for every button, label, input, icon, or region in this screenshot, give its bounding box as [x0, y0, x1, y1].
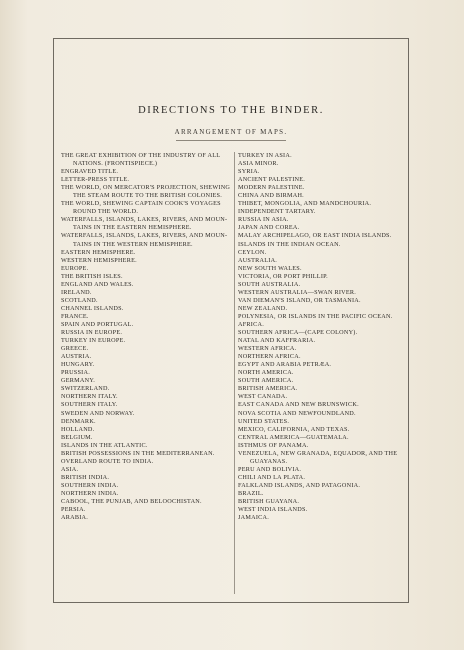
- map-list-item: [61, 426, 235, 434]
- map-list-item-text: RUSSIA IN ASIA.: [238, 216, 289, 224]
- map-list-item: [61, 418, 235, 426]
- map-list-item: [238, 426, 408, 434]
- map-list-item-text: WESTERN AUSTRALIA—SWAN RIVER.: [238, 288, 357, 296]
- map-list-left-column: [61, 152, 235, 522]
- map-list-item: [61, 498, 235, 506]
- map-list-item-text: CHINA AND BIRMAH.: [238, 192, 304, 200]
- map-list-item-text: MALAY ARCHIPELAGO, OR EAST INDIA ISLANDS.: [238, 232, 392, 240]
- map-list-item: [61, 458, 235, 466]
- map-list-item: [238, 385, 408, 393]
- map-list-item-text: ARABIA.: [61, 514, 89, 522]
- map-list-item-text: ISLANDS IN THE ATLANTIC.: [61, 441, 148, 449]
- map-list-item: [238, 168, 408, 176]
- map-list-item-text: MODERN PALESTINE.: [238, 184, 305, 192]
- map-list-item: [238, 313, 408, 321]
- map-list-item: [238, 208, 408, 216]
- map-list-item: [238, 418, 408, 426]
- map-list-item-text: SOUTHERN ITALY.: [61, 401, 118, 409]
- map-list-item-text: ISLANDS IN THE INDIAN OCEAN.: [238, 240, 341, 248]
- map-list-item: [238, 393, 408, 401]
- map-list-item: [61, 281, 235, 289]
- map-list-item: [61, 257, 235, 265]
- map-list-item-text: MEXICO, CALIFORNIA, AND TEXAS.: [238, 425, 350, 433]
- map-list-item-text: WATERFALLS, ISLANDS, LAKES, RIVERS, AND MOUN-: [61, 232, 228, 240]
- map-list-item: [238, 152, 408, 160]
- map-list-item-text: HOLLAND.: [61, 425, 95, 433]
- map-list-item: [61, 232, 235, 248]
- map-list-item: [238, 160, 408, 168]
- map-list-item-text: POLYNESIA, OR ISLANDS IN THE PACIFIC OCEAN.: [238, 312, 393, 320]
- map-list-item-text: LETTER-PRESS TITLE.: [61, 176, 130, 184]
- map-list-item: [61, 313, 235, 321]
- map-list-item-text: SYRIA.: [238, 168, 260, 176]
- map-list-item: [61, 385, 235, 393]
- map-list-item: [61, 442, 235, 450]
- map-list-item-text: SPAIN AND PORTUGAL.: [61, 320, 134, 328]
- map-list-item-continuation: THE STEAM ROUTE TO THE BRITISH COLONIES.: [73, 192, 223, 200]
- map-list-item: [238, 273, 408, 281]
- map-list-item: [61, 152, 235, 168]
- map-list-item: [238, 224, 408, 232]
- map-list-item: [238, 410, 408, 418]
- map-list-item: [238, 377, 408, 385]
- map-list-item: [61, 305, 235, 313]
- map-list-item: [61, 289, 235, 297]
- map-list-item: [238, 257, 408, 265]
- map-list-item-text: TURKEY IN EUROPE.: [61, 337, 126, 345]
- map-list-item-text: BRITISH GUAYANA.: [238, 498, 300, 506]
- map-list-item-text: NEW ZEALAND.: [238, 304, 288, 312]
- map-list-item: [238, 176, 408, 184]
- map-list-item-text: JAPAN AND COREA.: [238, 224, 300, 232]
- map-list-item-text: ASIA.: [61, 465, 79, 473]
- map-list-item-text: FRANCE.: [61, 312, 89, 320]
- map-list-item: [238, 361, 408, 369]
- map-list-item-text: CABOOL, THE PUNJAB, AND BELOOCHISTAN.: [61, 498, 202, 506]
- map-list-item: [238, 281, 408, 289]
- map-list-item: [238, 192, 408, 200]
- map-list-item-text: THE BRITISH ISLES.: [61, 272, 123, 280]
- map-list-item-text: INDEPENDENT TARTARY.: [238, 208, 316, 216]
- map-list-item-text: EAST CANADA AND NEW BRUNSWICK.: [238, 401, 359, 409]
- map-list-item: [238, 241, 408, 249]
- map-list-item-text: CEYLON.: [238, 248, 267, 256]
- map-list-item-continuation: GUAYANAS.: [250, 457, 288, 465]
- map-list-item-text: THE WORLD, ON MERCATOR'S PROJECTION, SHEWING: [61, 184, 231, 192]
- map-list-item-text: CHANNEL ISLANDS.: [61, 304, 124, 312]
- map-list-item-text: BRITISH INDIA.: [61, 473, 110, 481]
- page-title: DIRECTIONS TO THE BINDER.: [138, 105, 324, 116]
- map-list-item: [61, 514, 235, 522]
- map-list-item: [238, 232, 408, 240]
- map-list-item-text: VICTORIA, OR PORT PHILLIP.: [238, 272, 328, 280]
- map-list-item: [61, 393, 235, 401]
- map-list-item-text: GERMANY.: [61, 377, 96, 385]
- map-list-item: [61, 184, 235, 200]
- map-list-item: [238, 369, 408, 377]
- map-list-item: [61, 410, 235, 418]
- map-list-item: [61, 474, 235, 482]
- map-list-item-text: NORTH AMERICA.: [238, 369, 294, 377]
- map-list-item: [238, 498, 408, 506]
- map-list-item: [61, 249, 235, 257]
- map-list-item: [61, 345, 235, 353]
- map-list-item-text: GREECE.: [61, 345, 89, 353]
- map-list-item: [238, 474, 408, 482]
- map-list-item-text: TURKEY IN ASIA.: [238, 152, 292, 159]
- map-list-item-text: ANCIENT PALESTINE.: [238, 176, 306, 184]
- map-list-item-text: AUSTRALIA.: [238, 256, 278, 264]
- map-list-item-text: SCOTLAND.: [61, 296, 98, 304]
- map-list-item: [61, 490, 235, 498]
- map-list-item-text: SOUTHERN AFRICA—(CAPE COLONY).: [238, 329, 358, 337]
- map-list-item: [61, 377, 235, 385]
- map-list-item-text: RUSSIA IN EUROPE.: [61, 329, 123, 337]
- map-list-item: [238, 249, 408, 257]
- map-list-item-text: EGYPT AND ARABIA PETRÆA.: [238, 361, 332, 369]
- map-list-item: [61, 265, 235, 273]
- map-list-item-text: SOUTHERN INDIA.: [61, 481, 119, 489]
- map-list-item-continuation: NATIONS. (FRONTISPIECE.): [73, 160, 158, 168]
- map-list-item-text: NOVA SCOTIA AND NEWFOUNDLAND.: [238, 409, 356, 417]
- map-list-item: [61, 329, 235, 337]
- map-list-item: [238, 321, 408, 329]
- map-list-item-text: WEST INDIA ISLANDS.: [238, 506, 308, 514]
- subtitle-rule: [176, 140, 286, 141]
- map-list-item-text: EASTERN HEMISPHERE.: [61, 248, 136, 256]
- map-list-item-text: OVERLAND ROUTE TO INDIA.: [61, 457, 154, 465]
- map-list-item-text: DENMARK.: [61, 417, 96, 425]
- map-list-item: [61, 216, 235, 232]
- map-list-item: [238, 450, 408, 466]
- map-list-item-text: PRUSSIA.: [61, 369, 90, 377]
- map-list-item-text: WESTERN HEMISPHERE.: [61, 256, 137, 264]
- page-subtitle: ARRANGEMENT OF MAPS.: [174, 128, 288, 136]
- map-list-item: [61, 466, 235, 474]
- map-list-item-text: ENGRAVED TITLE.: [61, 168, 119, 176]
- map-list-item: [61, 369, 235, 377]
- map-list-item-text: THE GREAT EXHIBITION OF THE INDUSTRY OF ALL: [61, 152, 221, 159]
- map-list-item: [238, 297, 408, 305]
- map-list-item-text: VAN DIEMAN'S ISLAND, OR TASMANIA.: [238, 296, 361, 304]
- map-list-item: [238, 490, 408, 498]
- map-list-item-text: NORTHERN INDIA.: [61, 489, 119, 497]
- map-list-item-text: FALKLAND ISLANDS, AND PATAGONIA.: [238, 481, 361, 489]
- map-list-item-text: BRITISH AMERICA.: [238, 385, 298, 393]
- map-list-item: [238, 200, 408, 208]
- map-list-item-text: NORTHERN ITALY.: [61, 393, 118, 401]
- map-list-item-text: SOUTH AUSTRALIA.: [238, 280, 301, 288]
- map-list-item-text: NEW SOUTH WALES.: [238, 264, 302, 272]
- map-list-item: [61, 168, 235, 176]
- map-list-item: [61, 506, 235, 514]
- map-list-item-text: THE WORLD, SHEWING CAPTAIN COOK'S VOYAGES: [61, 200, 221, 208]
- map-list-item-text: NATAL AND KAFFRARIA.: [238, 337, 316, 345]
- map-list-item: [238, 434, 408, 442]
- map-list-item-continuation: ROUND THE WORLD.: [73, 208, 139, 216]
- map-list-item: [238, 345, 408, 353]
- map-list-item-text: PERU AND BOLIVIA.: [238, 465, 302, 473]
- map-list-item: [238, 329, 408, 337]
- map-list-item-text: CHILI AND LA PLATA.: [238, 473, 306, 481]
- map-list-item: [238, 506, 408, 514]
- map-list-item-text: BELGIUM.: [61, 433, 93, 441]
- map-list-item-text: ENGLAND AND WALES.: [61, 280, 134, 288]
- map-list-item-text: ISTHMUS OF PANAMA.: [238, 441, 309, 449]
- map-list-item-text: WESTERN AFRICA.: [238, 345, 297, 353]
- map-list-item-text: WATERFALLS, ISLANDS, LAKES, RIVERS, AND MOUN-: [61, 216, 228, 224]
- map-list-item: [61, 273, 235, 281]
- map-list-item-text: JAMAICA.: [238, 514, 270, 522]
- map-list-item: [61, 321, 235, 329]
- map-list-item: [238, 289, 408, 297]
- map-list-item: [238, 216, 408, 224]
- map-list-item-text: PERSIA.: [61, 506, 86, 514]
- map-list-item-text: UNITED STATES.: [238, 417, 290, 425]
- map-list-item-text: WEST CANADA.: [238, 393, 288, 401]
- map-list-item: [61, 434, 235, 442]
- map-list-item: [238, 184, 408, 192]
- map-list-item: [238, 466, 408, 474]
- map-list-item: [61, 297, 235, 305]
- map-list-item: [238, 353, 408, 361]
- map-list-item: [238, 305, 408, 313]
- map-list-item-text: AFRICA.: [238, 320, 264, 328]
- map-list-item-text: BRAZIL.: [238, 489, 264, 497]
- map-list-item-text: CENTRAL AMERICA—GUATEMALA.: [238, 433, 349, 441]
- map-list-item: [61, 450, 235, 458]
- map-list-item: [61, 361, 235, 369]
- map-list-item: [61, 401, 235, 409]
- map-list-item: [61, 337, 235, 345]
- map-list-item: [61, 200, 235, 216]
- map-list-item-text: SWEDEN AND NORWAY.: [61, 409, 135, 417]
- map-list-item-continuation: TAINS IN THE WESTERN HEMISPHERE.: [73, 240, 193, 248]
- map-list-item: [238, 482, 408, 490]
- map-list-item-text: VENEZUELA, NEW GRANADA, EQUADOR, AND THE: [238, 449, 398, 457]
- map-list-item-text: AUSTRIA.: [61, 353, 92, 361]
- map-list-item-text: ASIA MINOR.: [238, 160, 279, 168]
- map-list-item-text: BRITISH POSSESSIONS IN THE MEDITERRANEAN.: [61, 449, 215, 457]
- map-list-item-continuation: TAINS IN THE EASTERN HEMISPHERE.: [73, 224, 192, 232]
- map-list-item: [238, 442, 408, 450]
- map-list-item-text: EUROPE.: [61, 264, 89, 272]
- map-list-item: [238, 337, 408, 345]
- map-list-item-text: IRELAND.: [61, 288, 92, 296]
- map-list-item-text: NORTHERN AFRICA.: [238, 353, 301, 361]
- map-list-item: [61, 482, 235, 490]
- map-list-item-text: HUNGARY.: [61, 361, 95, 369]
- map-list-item-text: THIBET, MONGOLIA, AND MANDCHOURIA.: [238, 200, 372, 208]
- map-list-item-text: SWITZERLAND.: [61, 385, 110, 393]
- map-list-item: [238, 401, 408, 409]
- map-list-item-text: SOUTH AMERICA.: [238, 377, 294, 385]
- map-list-right-column: [238, 152, 408, 522]
- map-list-item: [61, 353, 235, 361]
- map-list-item: [238, 265, 408, 273]
- map-list-item: [238, 514, 408, 522]
- map-list-item: [61, 176, 235, 184]
